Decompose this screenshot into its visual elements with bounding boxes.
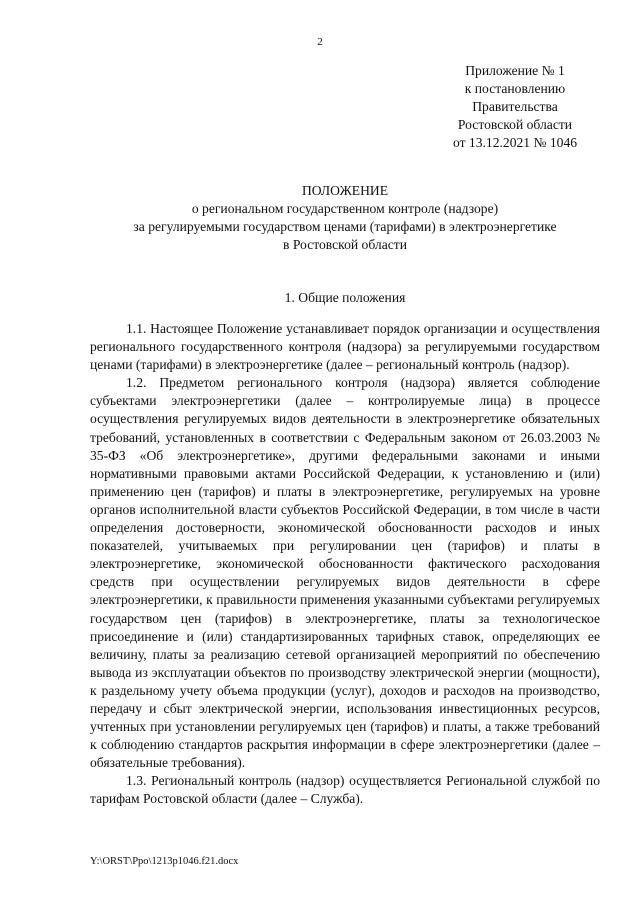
appendix-block [430, 62, 600, 152]
document-heading [90, 182, 600, 254]
document-title: ПОЛОЖЕНИЕ [301, 183, 389, 198]
body-text [90, 320, 600, 809]
document-subtitle-line: о региональном государственном контроле (надзоре) [191, 201, 499, 216]
footer-file-path: Y:\ORST\Ppo\1213p1046.f21.docx [90, 856, 239, 867]
paragraph: 1.1. Настоящее Положение устанавливает порядок организации и осуществления регионального государственного контроля (надзора) за регулируемыми государством ценами (тарифами) в электроэнергетике (далее – региональный контроль (надзор). [90, 321, 600, 373]
appendix-line: Ростовской области [457, 117, 573, 132]
appendix-line: Приложение № 1 [465, 63, 565, 78]
section-title: 1. Общие положения [284, 290, 406, 305]
appendix-line: Правительства [472, 99, 558, 114]
appendix-line: к постановлению [464, 81, 566, 96]
page-number: 2 [317, 36, 323, 48]
document-subtitle-line: за регулируемыми государством ценами (тарифами) в электроэнергетике [133, 219, 557, 234]
document-subtitle-line: в Ростовской области [283, 237, 407, 252]
paragraph: 1.3. Региональный контроль (надзор) осуществляется Региональной службой по тарифам Ростовской области (далее – Служба). [90, 773, 600, 807]
paragraph: 1.2. Предметом регионального контроля (надзора) является соблюдение субъектами электроэнергетики (далее – контролируемые лица) в процессе осуществления регулируемых видов деятельности в электроэнергетике обязательных требований, установленных в соответствии с Федеральным законом от 26.03.2003 № 35-ФЗ «Об электроэнергетике», другими федеральными законами и иными нормативными правовыми актами Российской Федерации, к установлению и (или) применению цен (тарифов) и платы в электроэнергетике, регулируемых на уровне органов исполнительной власти субъектов Российской Федерации, в том числе в части определения достоверности, экономической обоснованности расходов и иных показателей, учитываемых при регулировании цен (тарифов) и платы в электроэнергетике, экономической обоснованности фактического расходования средств при осуществлении регулируемых видов деятельности в сфере электроэнергетики, к правильности применения указанными субъектами регулируемых государством цен (тарифов) в электроэнергетике, платы за технологическое присоединение и (или) стандартизированных тарифных ставок, определяющих ее величину, платы за реализацию сетевой организацией мероприятий по обеспечению вывода из эксплуатации объектов по производству электрической энергии (мощности), к раздельному учету объема продукции (услуг), доходов и расходов на производство, передачу и сбыт электрической энергии, использования инвестиционных ресурсов, учтенных при установлении регулируемых цен (тарифов) и платы, а также требований к соблюдению стандартов раскрытия информации в сфере электроэнергетики (далее – обязательные требования). [90, 375, 600, 771]
appendix-line: от 13.12.2021 № 1046 [452, 135, 578, 150]
